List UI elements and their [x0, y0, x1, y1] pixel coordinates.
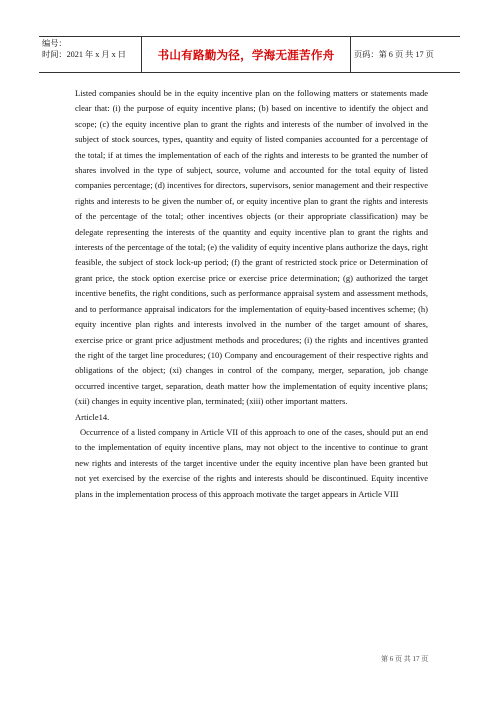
header-page-number: 页码：第 6 页 共 17 页	[354, 50, 434, 59]
header-motto: 书山有路勤为径，学海无涯苦作舟	[142, 37, 351, 72]
number-label: 编号：	[42, 39, 67, 48]
page-header	[39, 36, 460, 73]
header-info	[39, 37, 142, 72]
paragraph: Occurrence of a listed company in Article VII of this approach to one of the cases, should put an end to the implementation of equity incentive plans, may not object to the incentive to continue to grant new rights and interests of the target incentive under the equity incentive plan have been granted but not yet exercised by the exercise of the rights and interests should be discontinued. Equity incentive plans in the implementation process of this approach motivate the target appears in Article VIII	[75, 426, 428, 499]
document-body	[75, 86, 428, 502]
paragraph: Listed companies should be in the equity incentive plan on the following matters or statements made clear that: (i) the purpose of equity incentive plans; (b) based on incentive to identify the object and scope; (c) the equity incentive plan to grant the rights and interests of the number of involved in the subject of stock sources, types, quantity and equity of listed companies accounted for a percentage of the total; if at times the implementation of each of the rights and interests to be granted the number of shares involved in the type of subject, source, volume and accounted for the total equity of listed companies percentage; (d) incentives for directors, supervisors, senior management and their respective rights and interests to be given the number of, or equity incentive plan to grant the rights and interests of the percentage of the total; other incentives objects (or their appropriate classification) may be delegate representing the interests of the quantity and equity incentive plan to grant the rights and interests of the percentage of the total; (e) the validity of equity incentive plans authorize the days, right feasible, the subject of stock lock-up period; (f) the grant of restricted stock price or Determination of grant price, the stock option exercise price or exercise price determination; (g) authorized the target incentive benefits, the right conditions, such as performance appraisal system and assessment methods, and to performance appraisal indicators for the implementation of equity-based incentives scheme; (h) equity incentive plan rights and interests involved in the number of the target amount of shares, exercise price or grant price adjustment methods and procedures; (i) the rights and incentives granted the right of the target line procedures; (10) Company and encouragement of their respective rights and obligations of the object; (xi) changes in control of the company, merger, separation, job change occurred incentive target, separation, death matter how the implementation of equity incentive plans; (xii) changes in equity incentive plan, terminated; (xiii) other important matters.	[75, 88, 428, 407]
page-footer: 第 6 页 共 17 页	[381, 655, 429, 663]
time-label: 时间：2021 年 x 月 x 日	[42, 50, 126, 59]
article-heading: Article14.	[75, 411, 110, 422]
